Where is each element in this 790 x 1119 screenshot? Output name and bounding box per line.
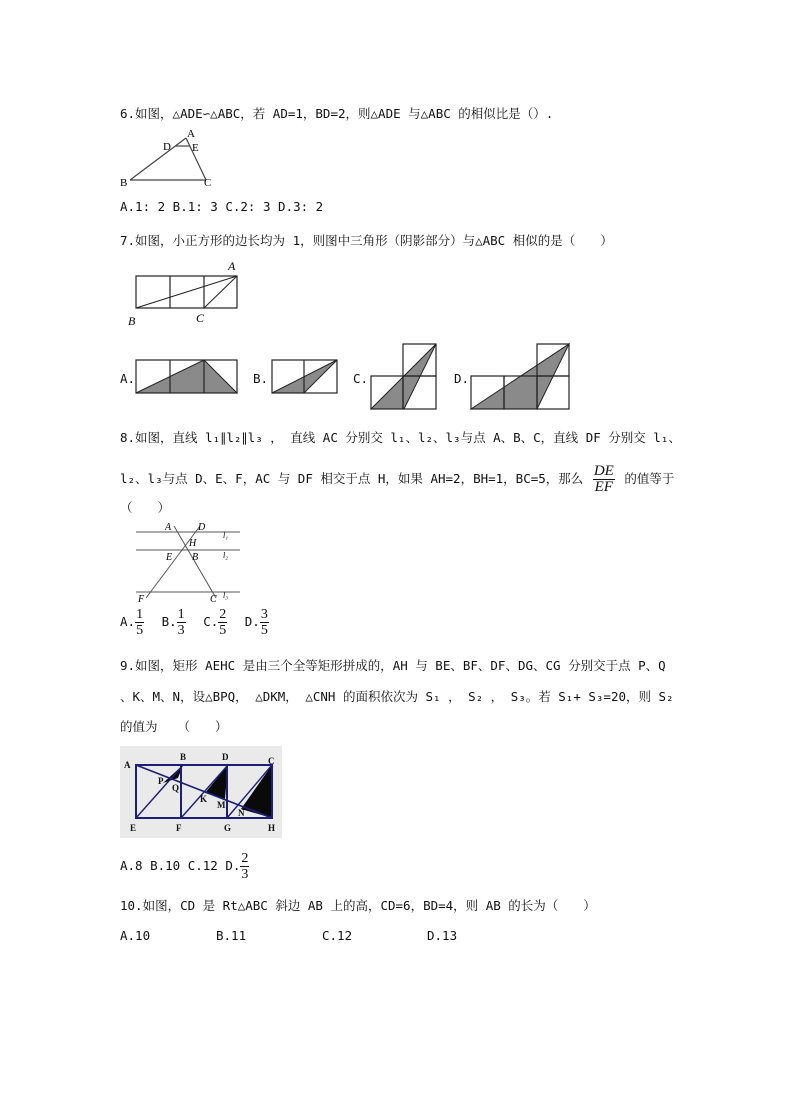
q9-label-b: B <box>180 752 187 762</box>
q8-stem-text: l₂、l₃与点 D、E、F，AC 与 DF 相交于点 H，如果 AH=2，BH=1，BC=5，那么 <box>120 471 584 486</box>
q8-label-f: F <box>138 594 145 605</box>
q8-fraction-numerator: DE <box>593 463 614 479</box>
q10-option-b: B.11 <box>216 928 247 943</box>
q10-stem: 10.如图，CD 是 Rt△ABC 斜边 AB 上的高，CD=6，BD=4，则 AB 的长为（ ） <box>120 898 596 913</box>
q9-option-d-fraction: $\frac{2}{3}$ <box>241 851 249 882</box>
q8-figure <box>132 518 252 608</box>
q9-label-h: H <box>268 823 276 833</box>
q9-label-a: A <box>124 760 131 770</box>
q7-option-b-figure <box>266 358 342 396</box>
q9-label-f: F <box>176 823 182 833</box>
q8-label-e: E <box>166 552 173 563</box>
q9-label-g: G <box>224 823 232 833</box>
q8-label-l3: l₃ <box>223 591 229 600</box>
q8-label-l2: l₂ <box>223 551 229 560</box>
q8-stem-line1: 8.如图，直线 l₁∥l₂∥l₃ ， 直线 AC 分别交 l₁、l₂、l₃与点 A、B、C，直线 DF 分别交 l₁、 <box>120 430 681 445</box>
q8-option-a: A. $\frac{1}{5}$ <box>120 607 144 638</box>
q6-label-d: D <box>163 141 171 153</box>
q9-label-k: K <box>200 794 208 804</box>
q9-label-d: D <box>222 752 229 762</box>
q6-figure <box>116 126 226 192</box>
q9-label-e: E <box>130 823 137 833</box>
q8-answer-paren: （ ） <box>120 500 171 515</box>
q7-label-b: B <box>128 314 136 328</box>
q9-stem-line3: 的值为 （ ） <box>120 719 228 734</box>
q7-option-b-label: B. <box>253 371 269 386</box>
q7-label-a: A <box>228 259 236 273</box>
q6-label-e: E <box>192 142 199 154</box>
q6-label-c: C <box>204 177 212 189</box>
q9-label-p: P <box>158 776 164 786</box>
q9-stem-line2: 、K、M、N，设△BPQ， △DKM， △CNH 的面积依次为 S₁ ， S₂ ， S₃。若 S₁+ S₃=20，则 S₂ <box>120 689 674 704</box>
q10-option-a: A.10 <box>120 928 151 943</box>
q10-option-c: C.12 <box>322 928 353 943</box>
q9-label-n: N <box>238 808 245 818</box>
q7-option-c-label: C. <box>353 371 369 386</box>
q8-label-h: H <box>189 538 197 549</box>
q6-side-ab <box>130 138 186 180</box>
q9-options <box>120 851 249 882</box>
q7-label-c: C <box>196 311 205 325</box>
q8-label-l1: l₁ <box>223 531 229 540</box>
q8-label-d: D <box>198 522 206 533</box>
q7-a-shaded-triangle <box>136 360 237 393</box>
q9-stem-line1: 9.如图，矩形 AEHC 是由三个全等矩形拼成的，AH 与 BE、BF、DF、DG、CG 分别交于点 P、Q <box>120 658 666 673</box>
q6-options: A.1: 2 B.1: 3 C.2: 3 D.3: 2 <box>120 199 324 214</box>
q8-label-c: C <box>210 594 217 605</box>
q9-figure <box>120 746 282 838</box>
q8-label-a: A <box>165 522 172 533</box>
q8-stem-line2 <box>120 464 674 495</box>
q8-option-c: C. $\frac{2}{5}$ <box>203 607 227 638</box>
q9-label-c: C <box>268 756 275 766</box>
q7-figure <box>124 258 248 330</box>
q8-fraction-de-ef <box>593 464 615 495</box>
q6-label-b: B <box>120 177 128 189</box>
q7-option-d-label: D. <box>454 371 470 386</box>
q7-stem: 7.如图，小正方形的边长均为 1，则图中三角形（阴影部分）与△ABC 相似的是（ ） <box>120 233 613 248</box>
q7-segment-ab <box>136 276 237 308</box>
q9-label-m: M <box>217 800 226 810</box>
q8-option-b: B. $\frac{1}{3}$ <box>161 607 185 638</box>
q6-label-a: A <box>187 128 195 140</box>
q7-option-a-label: A. <box>120 371 136 386</box>
q6-stem: 6.如图，△ADE∽△ABC，若 AD=1，BD=2，则△ADE 与△ABC 的相似比是（）. <box>120 106 554 121</box>
q9-label-q: Q <box>172 783 180 793</box>
q8-fraction-denominator: EF <box>594 479 613 495</box>
q7-option-a-figure <box>134 358 240 396</box>
q8-stem-tail: 的值等于 <box>624 471 675 486</box>
q8-option-d: D. $\frac{3}{5}$ <box>244 607 268 638</box>
q7-option-d-figure <box>467 342 574 412</box>
q8-label-b: B <box>192 552 199 563</box>
q10-option-d: D.13 <box>427 928 458 943</box>
q7-option-c-figure <box>366 342 440 412</box>
q8-options <box>120 607 269 638</box>
q9-options-text: A.8 B.10 C.12 D. <box>120 858 241 873</box>
